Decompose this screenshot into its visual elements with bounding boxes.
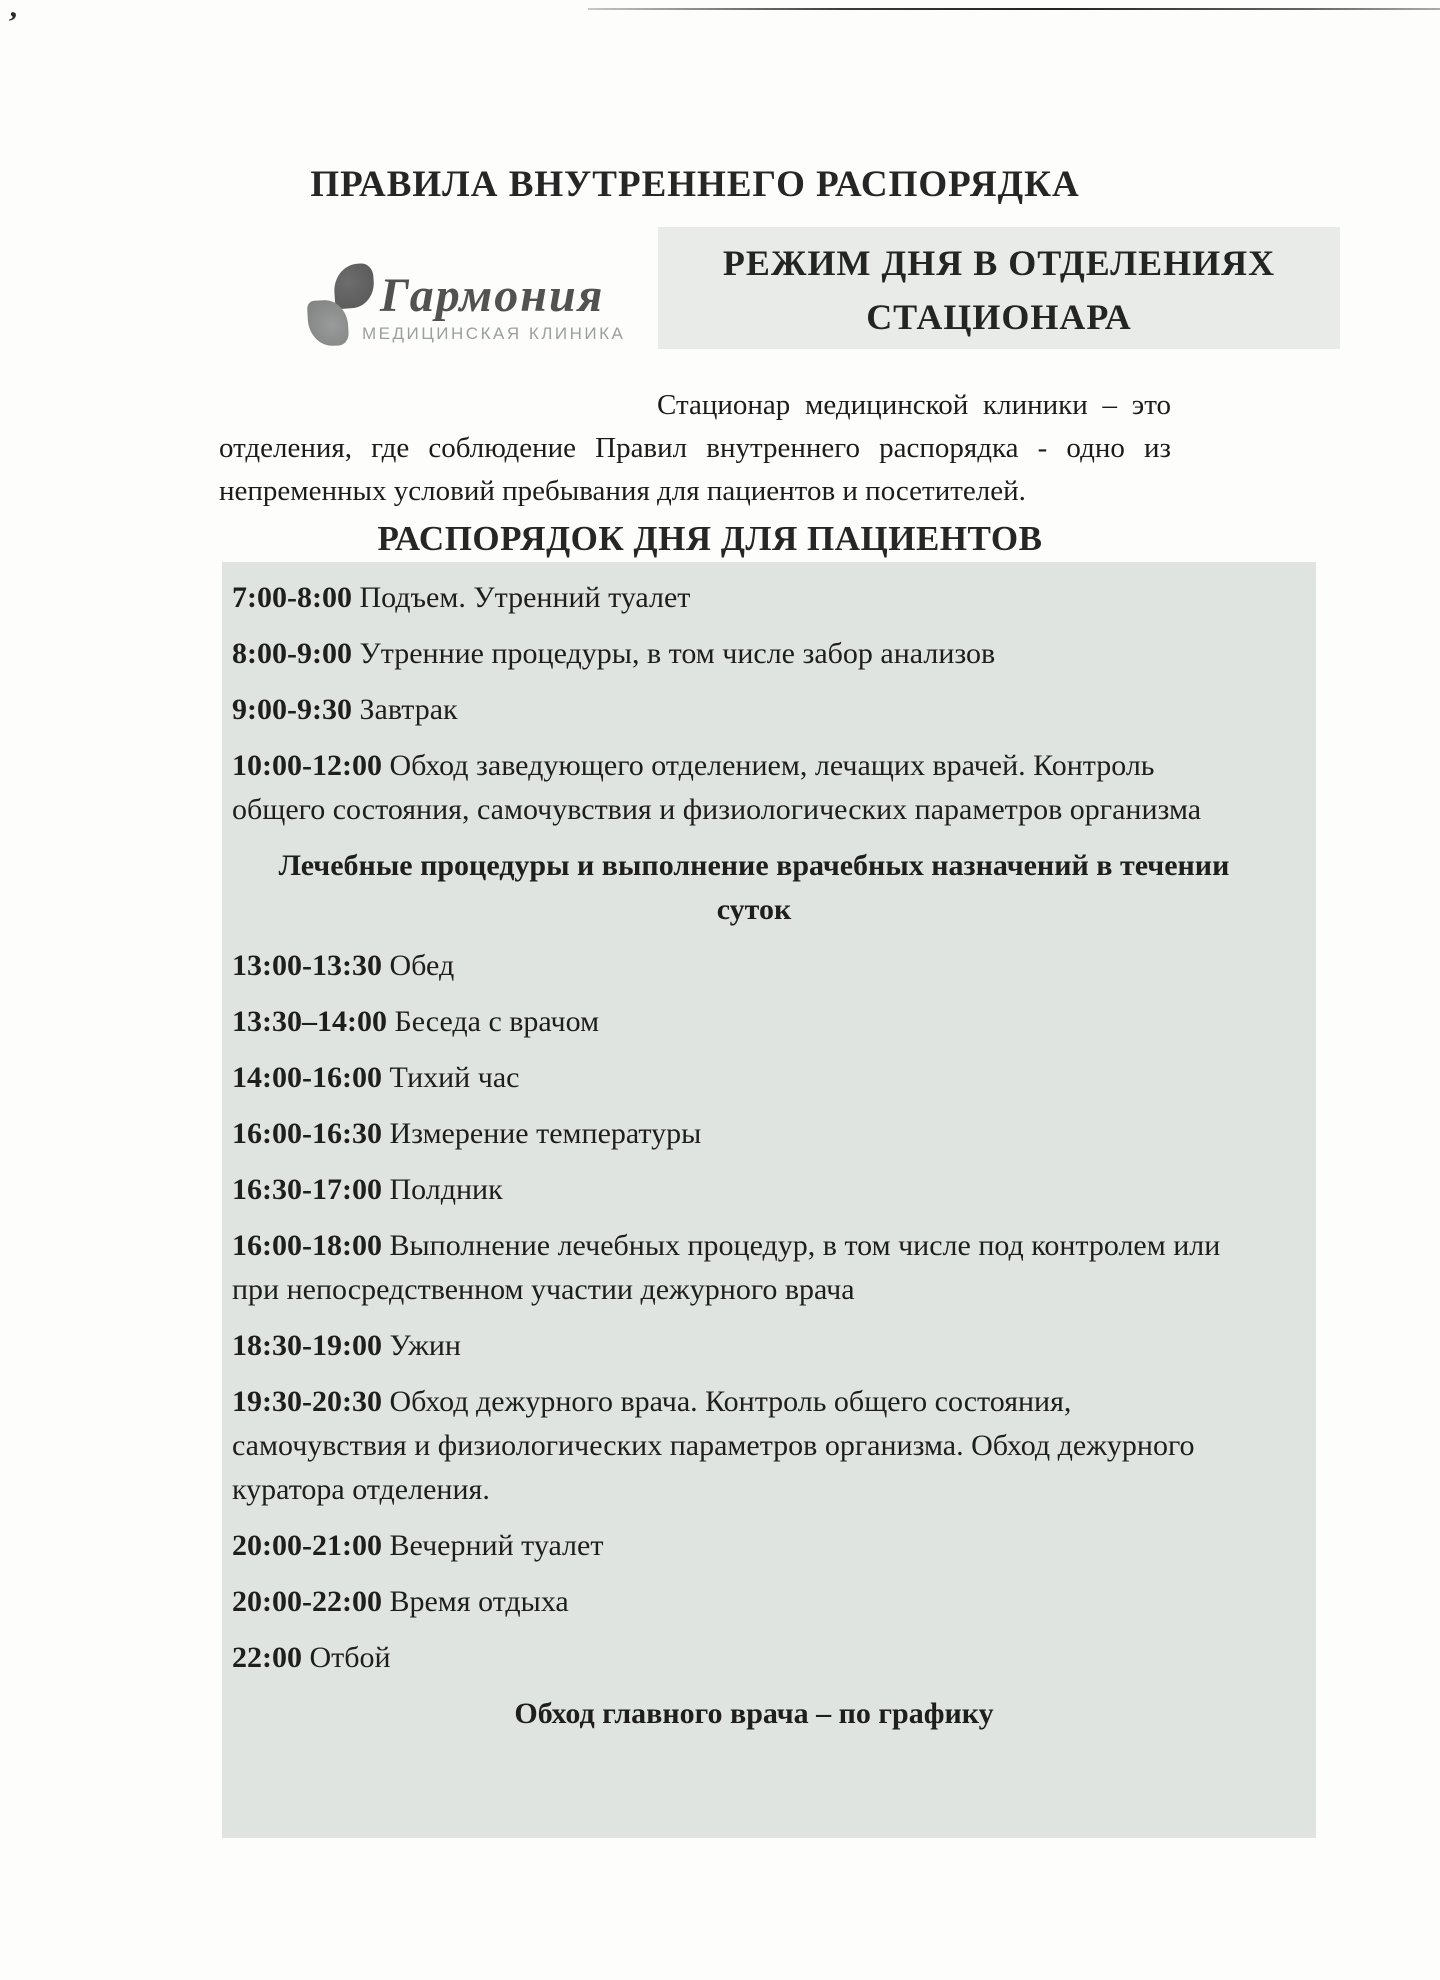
schedule-activity: Беседа с врачом xyxy=(386,1005,600,1038)
schedule-row xyxy=(232,1636,1246,1680)
schedule-activity: Время отдыха xyxy=(381,1585,569,1618)
schedule-time: 8:00-9:00 xyxy=(232,637,352,670)
schedule-note: Обход главного врача – по графику xyxy=(514,1697,994,1730)
schedule-activity: Обход дежурного врача. Контроль общего состояния, самочувствия и физиологических параметров организма. Обход дежурного куратора отделения. xyxy=(232,1385,1195,1506)
schedule-time: 22:00 xyxy=(232,1641,302,1674)
schedule-row xyxy=(232,1000,1246,1044)
schedule-time: 7:00-8:00 xyxy=(232,581,352,614)
schedule-row xyxy=(232,1380,1246,1512)
schedule-activity: Отбой xyxy=(302,1641,391,1674)
schedule-activity: Утренние процедуры, в том числе забор анализов xyxy=(351,637,996,670)
clinic-logo-subtitle: МЕДИЦИНСКАЯ КЛИНИКА xyxy=(362,324,626,343)
scan-corner-mark: ’ xyxy=(4,5,20,40)
schedule-time: 20:00-22:00 xyxy=(232,1585,382,1618)
header-box-line2: СТАЦИОНАРА xyxy=(866,297,1132,337)
schedule-row xyxy=(232,744,1246,832)
schedule-row xyxy=(232,688,1246,732)
schedule-note: Лечебные процедуры и выполнение врачебных назначений в течении суток xyxy=(278,849,1230,926)
clinic-logo xyxy=(306,256,666,366)
intro-paragraph: Стационар медицинской клиники – это отделения, где соблюдение Правил внутреннего распорядка - одно из непременных условий пребывания для пациентов и посетителей. xyxy=(219,389,1171,507)
schedule-row xyxy=(232,1168,1246,1212)
schedule-time: 9:00-9:30 xyxy=(232,693,352,726)
schedule-time: 16:00-18:00 xyxy=(232,1229,382,1262)
schedule-row xyxy=(232,632,1246,676)
document-title: ПРАВИЛА ВНУТРЕННЕГО РАСПОРЯДКА xyxy=(310,163,1080,205)
schedule-activity: Тихий час xyxy=(381,1061,520,1094)
schedule-time: 16:30-17:00 xyxy=(232,1173,382,1206)
schedule-row xyxy=(232,1580,1246,1624)
schedule-time: 20:00-21:00 xyxy=(232,1529,382,1562)
schedule-section-title: РАСПОРЯДОК ДНЯ ДЛЯ ПАЦИЕНТОВ xyxy=(377,519,1043,559)
scan-top-line xyxy=(588,8,1440,10)
schedule-activity: Полдник xyxy=(381,1173,503,1206)
header-box-line1: РЕЖИМ ДНЯ В ОТДЕЛЕНИЯХ xyxy=(722,243,1276,283)
schedule-row xyxy=(232,1324,1246,1368)
schedule-row xyxy=(232,1056,1246,1100)
schedule-row xyxy=(232,1112,1246,1156)
schedule-activity: Выполнение лечебных процедур, в том числе под контролем или при непосредственном участии дежурного врача xyxy=(232,1229,1221,1306)
schedule-time: 16:00-16:30 xyxy=(232,1117,382,1150)
schedule-activity: Обед xyxy=(381,949,455,982)
schedule-time: 10:00-12:00 xyxy=(232,749,382,782)
clinic-logo-name: Гармония xyxy=(380,269,605,322)
schedule-activity: Измерение температуры xyxy=(381,1117,702,1150)
schedule-row xyxy=(232,1524,1246,1568)
schedule-row xyxy=(232,576,1246,620)
schedule-time: 19:30-20:30 xyxy=(232,1385,382,1418)
schedule-row xyxy=(232,1224,1246,1312)
schedule-time: 13:30–14:00 xyxy=(232,1005,387,1038)
logo-leaf-icon xyxy=(333,263,376,310)
schedule-row xyxy=(232,944,1246,988)
schedule-time: 18:30-19:00 xyxy=(232,1329,382,1362)
schedule-activity: Завтрак xyxy=(351,693,458,726)
schedule-activity: Вечерний туалет xyxy=(381,1529,604,1562)
schedule-activity: Подъем. Утренний туалет xyxy=(351,581,691,614)
schedule-activity: Ужин xyxy=(381,1329,461,1362)
schedule-time: 13:00-13:30 xyxy=(232,949,382,982)
patient-schedule-panel xyxy=(222,562,1316,1838)
schedule-time: 14:00-16:00 xyxy=(232,1061,382,1094)
daily-routine-header-box xyxy=(658,227,1340,349)
schedule-activity: Обход заведующего отделением, лечащих врачей. Контроль общего состояния, самочувствия и физиологических параметров организма xyxy=(232,749,1202,826)
